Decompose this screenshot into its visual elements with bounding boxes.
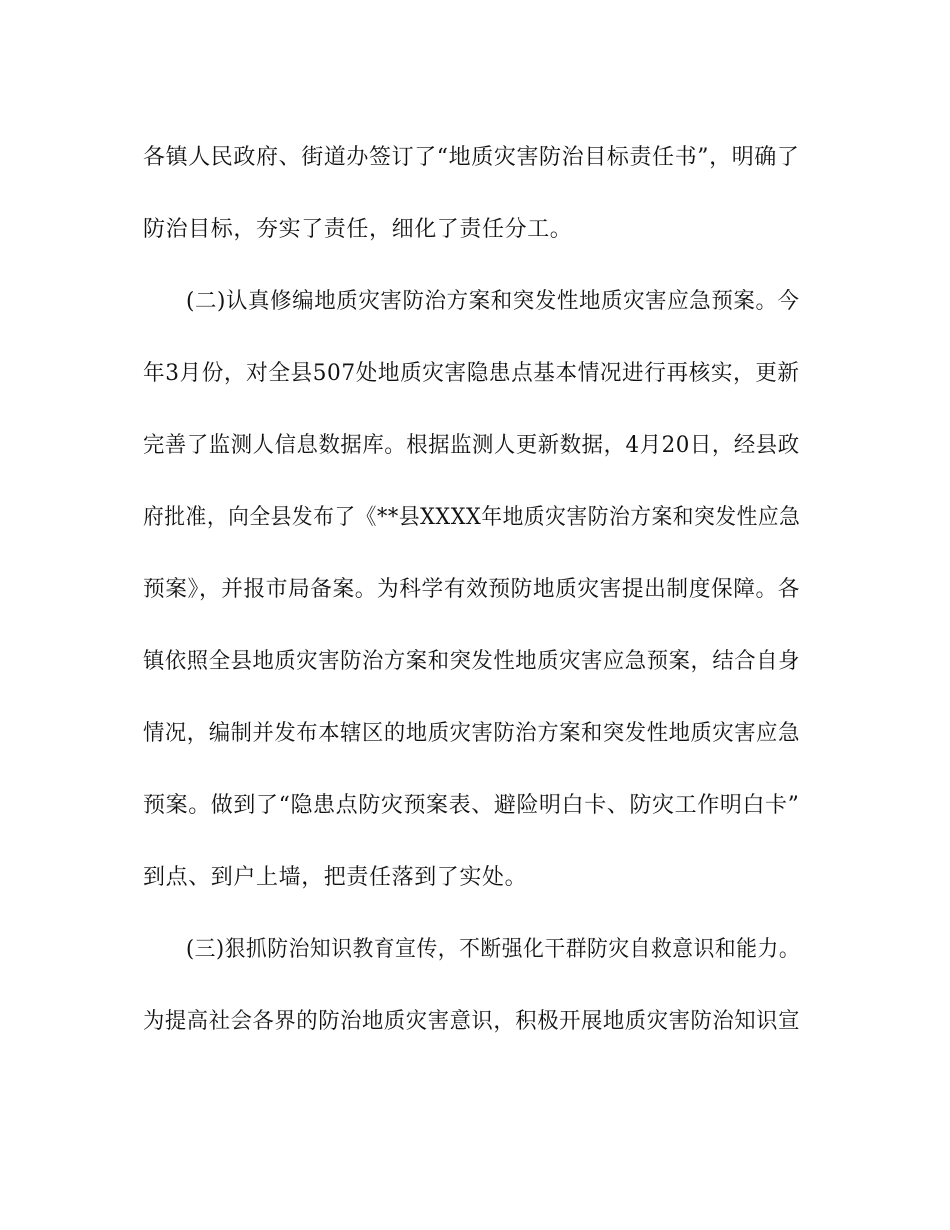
text-line: 为提高社会各界的防治地质灾害意识，积极开展地质灾害防治知识宣 (143, 1009, 800, 1034)
paragraph-heading: (三)狠抓防治知识教育宣传，不断强化干群防灾自救意识和能力。 (186, 937, 801, 962)
text-line: 镇依照全县地质灾害防治方案和突发性地质灾害应急预案，结合自身 (143, 649, 800, 674)
text-line: 防治目标，夯实了责任，细化了责任分工。 (143, 217, 573, 242)
paragraph-heading: (二)认真修编地质灾害防治方案和突发性地质灾害应急预案。今 (186, 289, 800, 314)
text-line: 府批准，向全县发布了《**县XXXX年地质灾害防治方案和突发性应急 (143, 505, 801, 530)
text-line: 情况，编制并发布本辖区的地质灾害防治方案和突发性地质灾害应急 (143, 721, 800, 746)
text-line: 年3月份，对全县507处地质灾害隐患点基本情况进行再核实，更新 (143, 361, 800, 386)
text-line: 到点、到户上墙，把责任落到了实处。 (143, 865, 528, 890)
text-line: 完善了监测人信息数据库。根据监测人更新数据，4月20日，经县政 (143, 433, 800, 458)
text-line: 各镇人民政府、街道办签订了“地质灾害防治目标责任书”，明确了 (143, 145, 800, 170)
text-line: 预案》，并报市局备案。为科学有效预防地质灾害提出制度保障。各 (143, 577, 801, 602)
text-line: 预案。做到了“隐患点防灾预案表、避险明白卡、防灾工作明白卡” (143, 793, 800, 818)
